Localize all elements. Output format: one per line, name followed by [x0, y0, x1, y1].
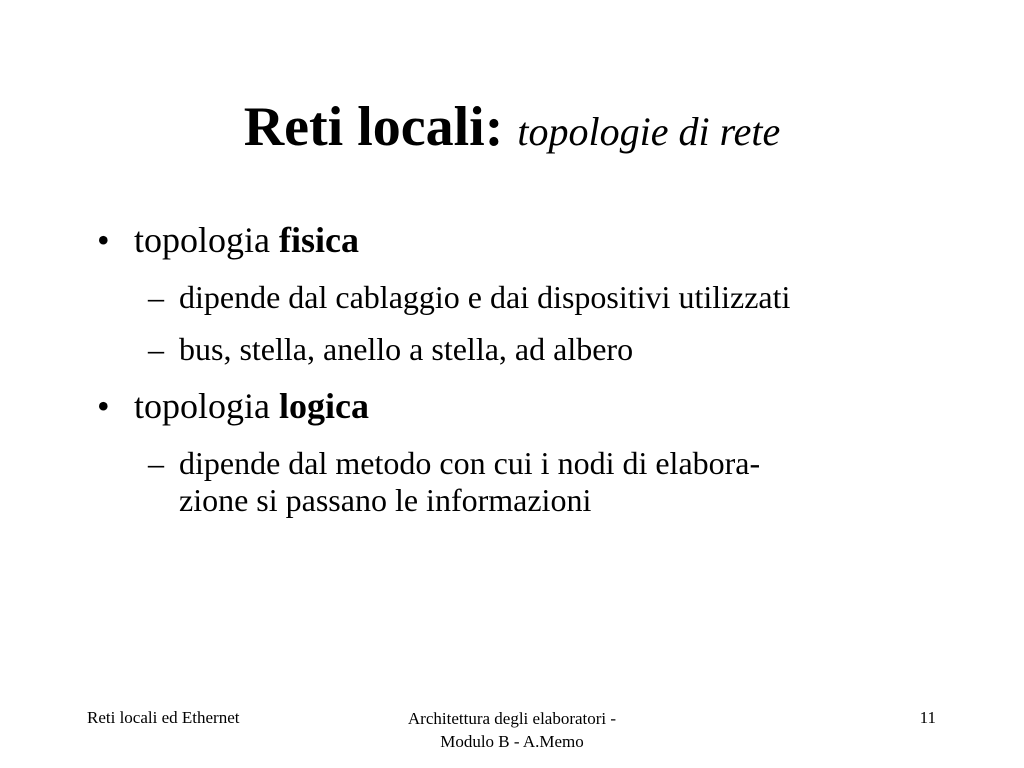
footer-center [362, 707, 662, 753]
page-number: 11 [919, 708, 936, 727]
sub-bullet-text: dipende dal cablaggio e dai dispositivi utilizzati [179, 279, 791, 315]
sub-bullet-text-line1: dipende dal metodo con cui i nodi di elabora- [179, 445, 761, 481]
sub-bullet-dash: – [148, 445, 164, 481]
bullet-dot: • [97, 386, 110, 426]
bullet-dot: • [97, 220, 110, 260]
bullet-topologia-logica [97, 384, 369, 428]
bullet-bold-text: logica [278, 386, 369, 426]
sub-bullet-metodo [148, 445, 760, 519]
sub-bullet-dash: – [148, 279, 164, 315]
bullet-bold-text: fisica [278, 220, 359, 260]
bullet-topologia-fisica [97, 218, 359, 262]
footer-center-line2: Modulo B - A.Memo [440, 732, 584, 751]
sub-bullet-cablaggio [148, 279, 790, 316]
sub-bullet-text-line2: zione si passano le informazioni [179, 482, 592, 518]
sub-bullet-tipi [148, 331, 633, 368]
bullet-text: topologia [134, 220, 279, 260]
footer-left: Reti locali ed Ethernet [87, 708, 240, 727]
slide-title [0, 92, 1024, 167]
bullet-text: topologia [134, 386, 279, 426]
slide-title-main: Reti locali: [243, 96, 504, 158]
slide-title-sub: topologie di rete [517, 109, 781, 154]
sub-bullet-dash: – [148, 331, 164, 367]
footer-center-line1: Architettura degli elaboratori - [407, 709, 617, 728]
sub-bullet-text: bus, stella, anello a stella, ad albero [179, 331, 634, 367]
